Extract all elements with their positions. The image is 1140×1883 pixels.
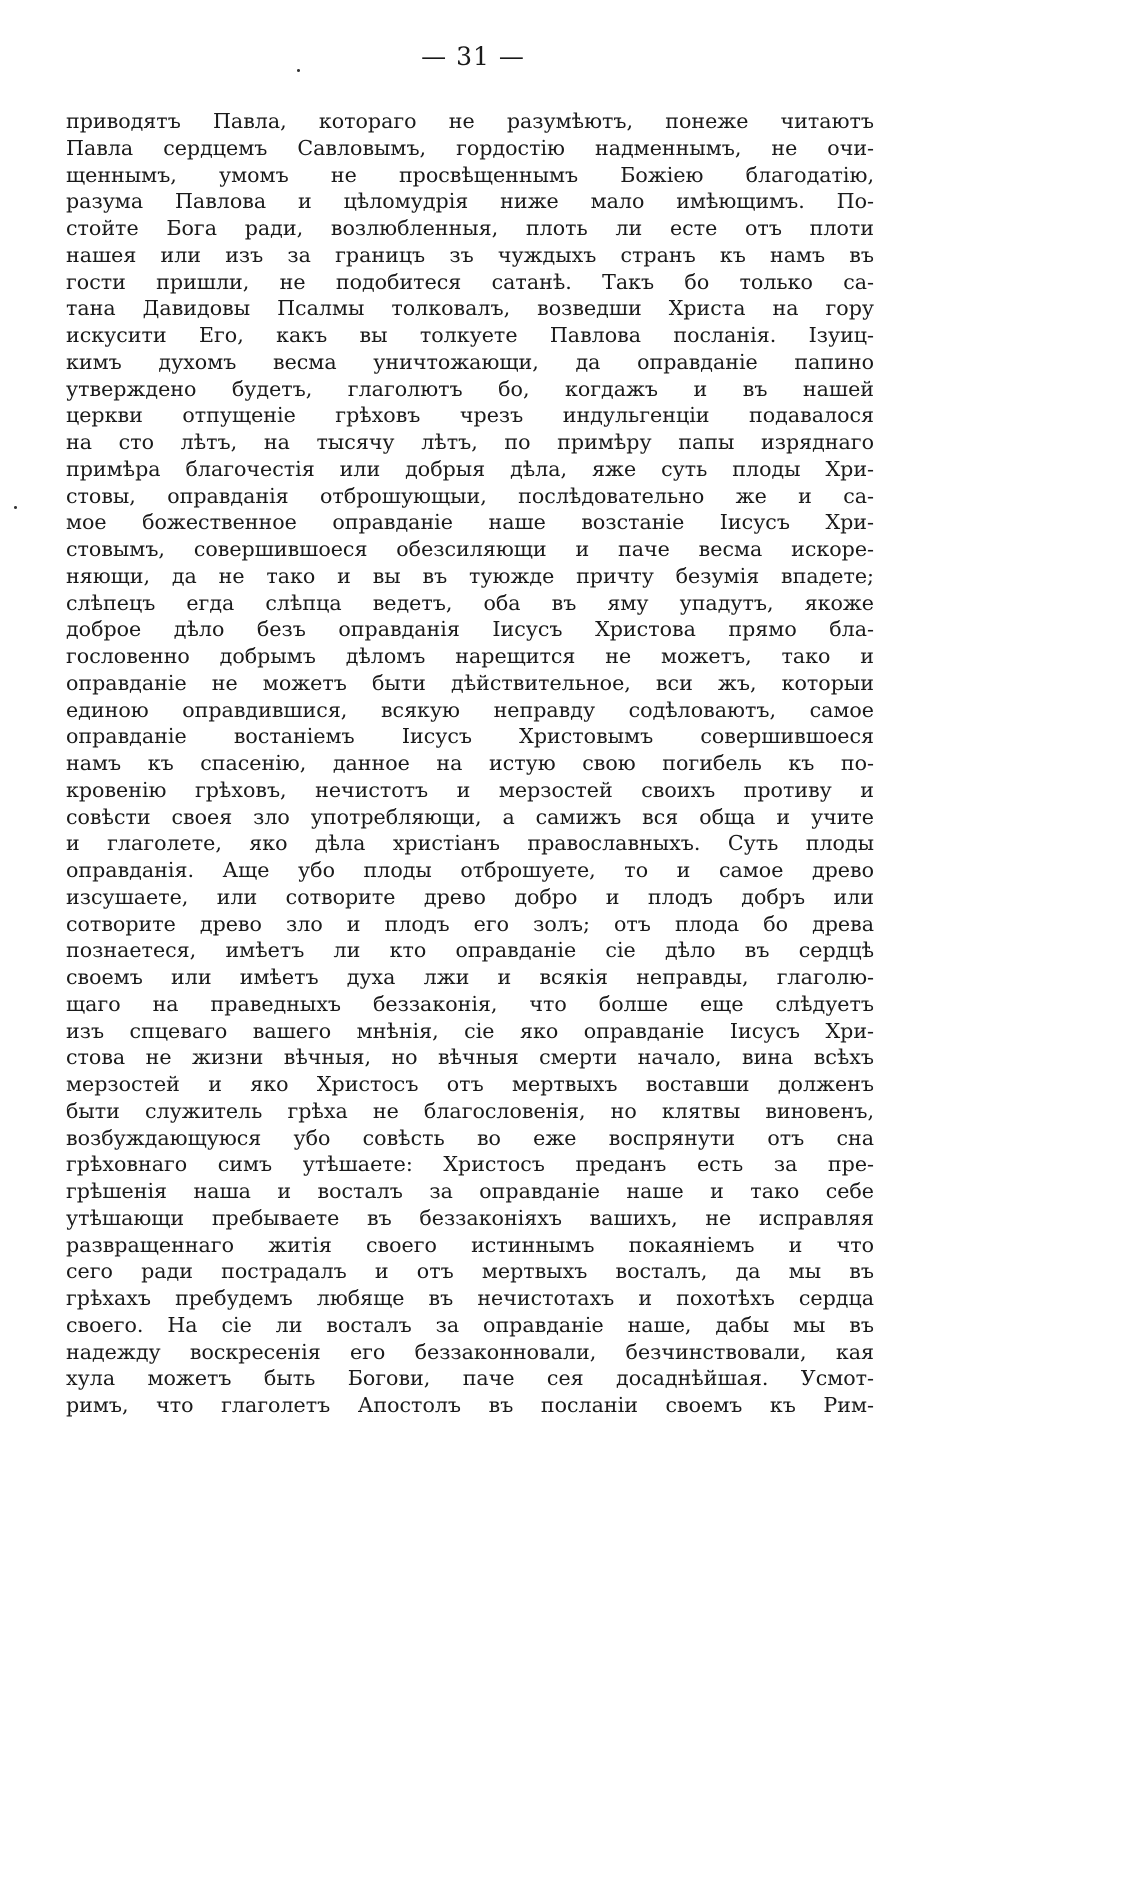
text-line: утверждено будетъ, глаголютъ бо, когдажъ и въ нашей (66, 376, 874, 401)
text-line: хула можетъ быть Богови, паче сея досаднѣйшая. Усмот- (66, 1366, 874, 1391)
text-line: стовы, оправданія отброшующыи, послѣдовательно же и са- (66, 483, 874, 508)
text-line: оправданія. Аще убо плоды отброшуете, то и самое древо (66, 858, 874, 882)
text-line: изсушаете, или сотворите древо добро и плодъ добръ или (66, 884, 874, 909)
text-line: щеннымъ, умомъ не просвѣщеннымъ Божіею благодатію, (66, 162, 874, 187)
text-line: познаетеся, имѣетъ ли кто оправданіе сіе дѣло въ сердцѣ (66, 938, 874, 963)
text-line: грѣшенія наша и восталъ за оправданіе наше и тако себе (66, 1179, 874, 1203)
text-line: щаго на праведныхъ беззаконія, что болше еще слѣдуетъ (66, 991, 874, 1016)
text-line: и глаголете, яко дѣла христіанъ православныхъ. Суть плоды (66, 831, 874, 856)
text-line: сотворите древо зло и плодъ его золъ; отъ плода бо древа (66, 911, 874, 936)
text-line: намъ къ спасенію, данное на истую свою погибель къ по- (66, 751, 874, 775)
text-line: оправданіе не можетъ быти дѣйствительное, вси жъ, которыи (66, 670, 874, 695)
text-line: доброе дѣло безъ оправданія Іисусъ Христова прямо бла- (66, 617, 874, 642)
text-line: возбуждающуюся убо совѣсть во еже воспрянути отъ сна (66, 1125, 874, 1150)
text-line: приводятъ Павла, котораго не разумѣютъ, понеже читаютъ (66, 109, 874, 133)
body-text (66, 108, 874, 1419)
text-line: единою оправдившися, всякую неправду содѣловаютъ, самое (66, 697, 874, 722)
text-line: искусити Его, какъ вы толкуете Павлова посланія. Ізуиц- (66, 323, 874, 347)
text-line: церкви отпущеніе грѣховъ чрезъ индульгенціи подавалося (66, 403, 874, 428)
text-line: мерзостей и яко Христосъ отъ мертвыхъ воставши долженъ (66, 1072, 874, 1096)
page-number: — 31 — (421, 42, 525, 71)
text-line: своего. На сіе ли восталъ за оправданіе наше, дабы мы въ (66, 1312, 874, 1337)
text-line: совѣсти своея зло употребляющи, а самижъ вся обща и учите (66, 804, 874, 829)
text-line: стова не жизни вѣчныя, но вѣчныя смерти начало, вина всѣхъ (66, 1045, 874, 1070)
text-line: грѣхахъ пребудемъ любяще въ нечистотахъ и похотѣхъ сердца (66, 1286, 874, 1310)
text-line: быти служитель грѣха не благословенія, но клятвы виновенъ, (66, 1098, 874, 1123)
text-line: оправданіе востаніемъ Іисусъ Христовымъ совершившоеся (66, 724, 874, 749)
text-line: слѣпецъ егда слѣпца ведетъ, оба въ яму упадутъ, якоже (66, 590, 874, 615)
text-line: римъ, что глаголетъ Апостолъ въ посланіи своемъ къ Рим- (66, 1393, 874, 1417)
text-line: сего ради пострадалъ и отъ мертвыхъ восталъ, да мы въ (66, 1259, 874, 1284)
text-line: своемъ или имѣетъ духа лжи и всякія неправды, глаголю- (66, 965, 874, 989)
text-line: на сто лѣтъ, на тысячу лѣтъ, по примѣру папы изряднаго (66, 430, 874, 454)
text-line: гости пришли, не подобитеся сатанѣ. Такъ бо только са- (66, 269, 874, 294)
text-line: грѣховнаго симъ утѣшаете: Христосъ преданъ есть за пре- (66, 1152, 874, 1177)
text-line: гословенно добрымъ дѣломъ нарещится не можетъ, тако и (66, 644, 874, 668)
text-line: тана Давидовы Псалмы толковалъ, возведши Христа на гору (66, 296, 874, 321)
scan-speck (14, 506, 17, 509)
text-line: няющи, да не тако и вы въ туюжде причту безумія впадете; (66, 563, 874, 588)
text-line: примѣра благочестія или добрыя дѣла, яже суть плоды Хри- (66, 456, 874, 481)
text-line: кровенію грѣховъ, нечистотъ и мерзостей своихъ противу и (66, 777, 874, 802)
text-line: утѣшающи пребываете въ беззаконіяхъ вашихъ, не исправляя (66, 1205, 874, 1230)
text-line: мое божественное оправданіе наше возстаніе Іисусъ Хри- (66, 510, 874, 535)
text-line: кимъ духомъ весма уничтожающи, да оправданіе папино (66, 349, 874, 374)
text-line: развращеннаго житія своего истиннымъ покаяніемъ и что (66, 1232, 874, 1257)
text-line: стовымъ, совершившоеся обезсиляющи и паче весма искоре- (66, 537, 874, 561)
text-line: стойте Бога ради, возлюбленныя, плоть ли есте отъ плоти (66, 216, 874, 240)
text-line: разума Павлова и цѣломудрія ниже мало имѣющимъ. По- (66, 189, 874, 214)
text-line: нашея или изъ за границъ зъ чуждыхъ странъ къ намъ въ (66, 242, 874, 267)
text-line: Павла сердцемъ Савловымъ, гордостію надменнымъ, не очи- (66, 135, 874, 160)
text-line: изъ спцеваго вашего мнѣнія, сіе яко оправданіе Іисусъ Хри- (66, 1018, 874, 1043)
text-line: надежду воскресенія его беззаконновали, безчинствовали, кая (66, 1339, 874, 1364)
